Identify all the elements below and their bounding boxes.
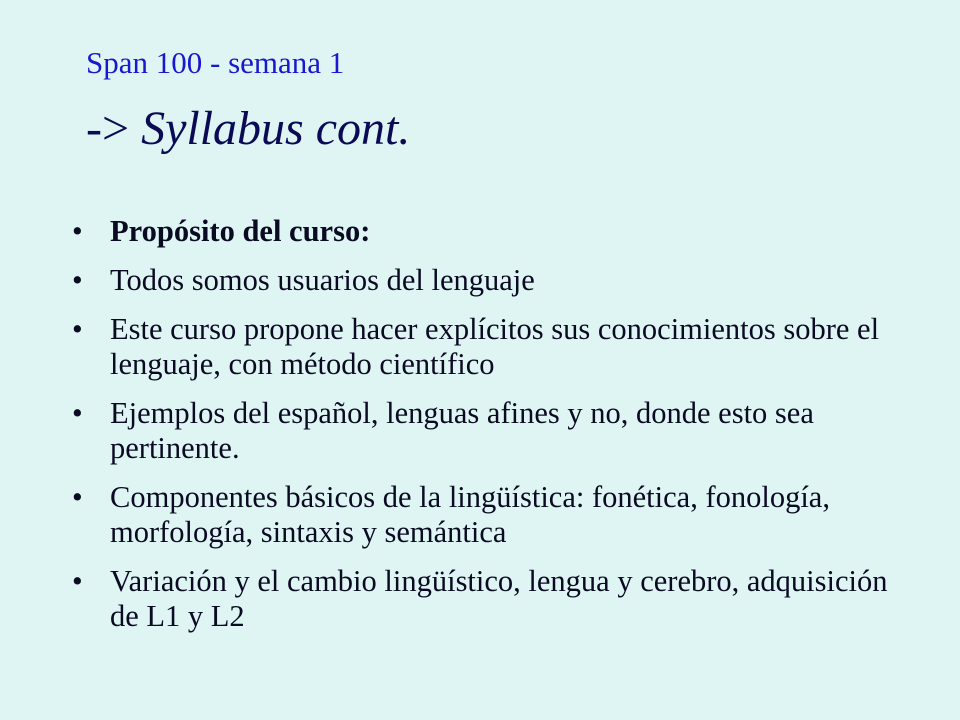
title-text: Syllabus cont. bbox=[141, 102, 411, 155]
bullet-dot-icon: • bbox=[72, 396, 83, 430]
bullet-item bbox=[72, 312, 922, 382]
bullet-dot-icon: • bbox=[72, 480, 83, 514]
bullet-text: Este curso propone hacer explícitos sus conocimientos sobre el lenguaje, con método científico bbox=[110, 312, 880, 381]
slide-subtitle: Span 100 - semana 1 bbox=[86, 45, 345, 80]
bullet-dot-icon: • bbox=[72, 214, 83, 248]
bullet-text: Todos somos usuarios del lenguaje bbox=[110, 263, 535, 297]
title-arrow: -> bbox=[86, 102, 142, 155]
bullet-text: Componentes básicos de la lingüística: fonética, fonología, morfología, sintaxis y semántica bbox=[110, 480, 830, 549]
bullet-text: Propósito del curso: bbox=[110, 214, 371, 248]
bullet-dot-icon: • bbox=[72, 263, 83, 297]
bullet-list bbox=[72, 214, 922, 648]
bullet-text: Variación y el cambio lingüístico, lengua y cerebro, adquisición de L1 y L2 bbox=[110, 564, 888, 633]
slide-title bbox=[86, 100, 410, 158]
bullet-item bbox=[72, 480, 922, 550]
bullet-text: Ejemplos del español, lenguas afines y no, donde esto sea pertinente. bbox=[110, 396, 814, 465]
bullet-item bbox=[72, 263, 922, 298]
bullet-item bbox=[72, 396, 922, 466]
bullet-item bbox=[72, 564, 922, 634]
bullet-dot-icon: • bbox=[72, 564, 83, 598]
bullet-dot-icon: • bbox=[72, 312, 83, 346]
bullet-item bbox=[72, 214, 922, 249]
